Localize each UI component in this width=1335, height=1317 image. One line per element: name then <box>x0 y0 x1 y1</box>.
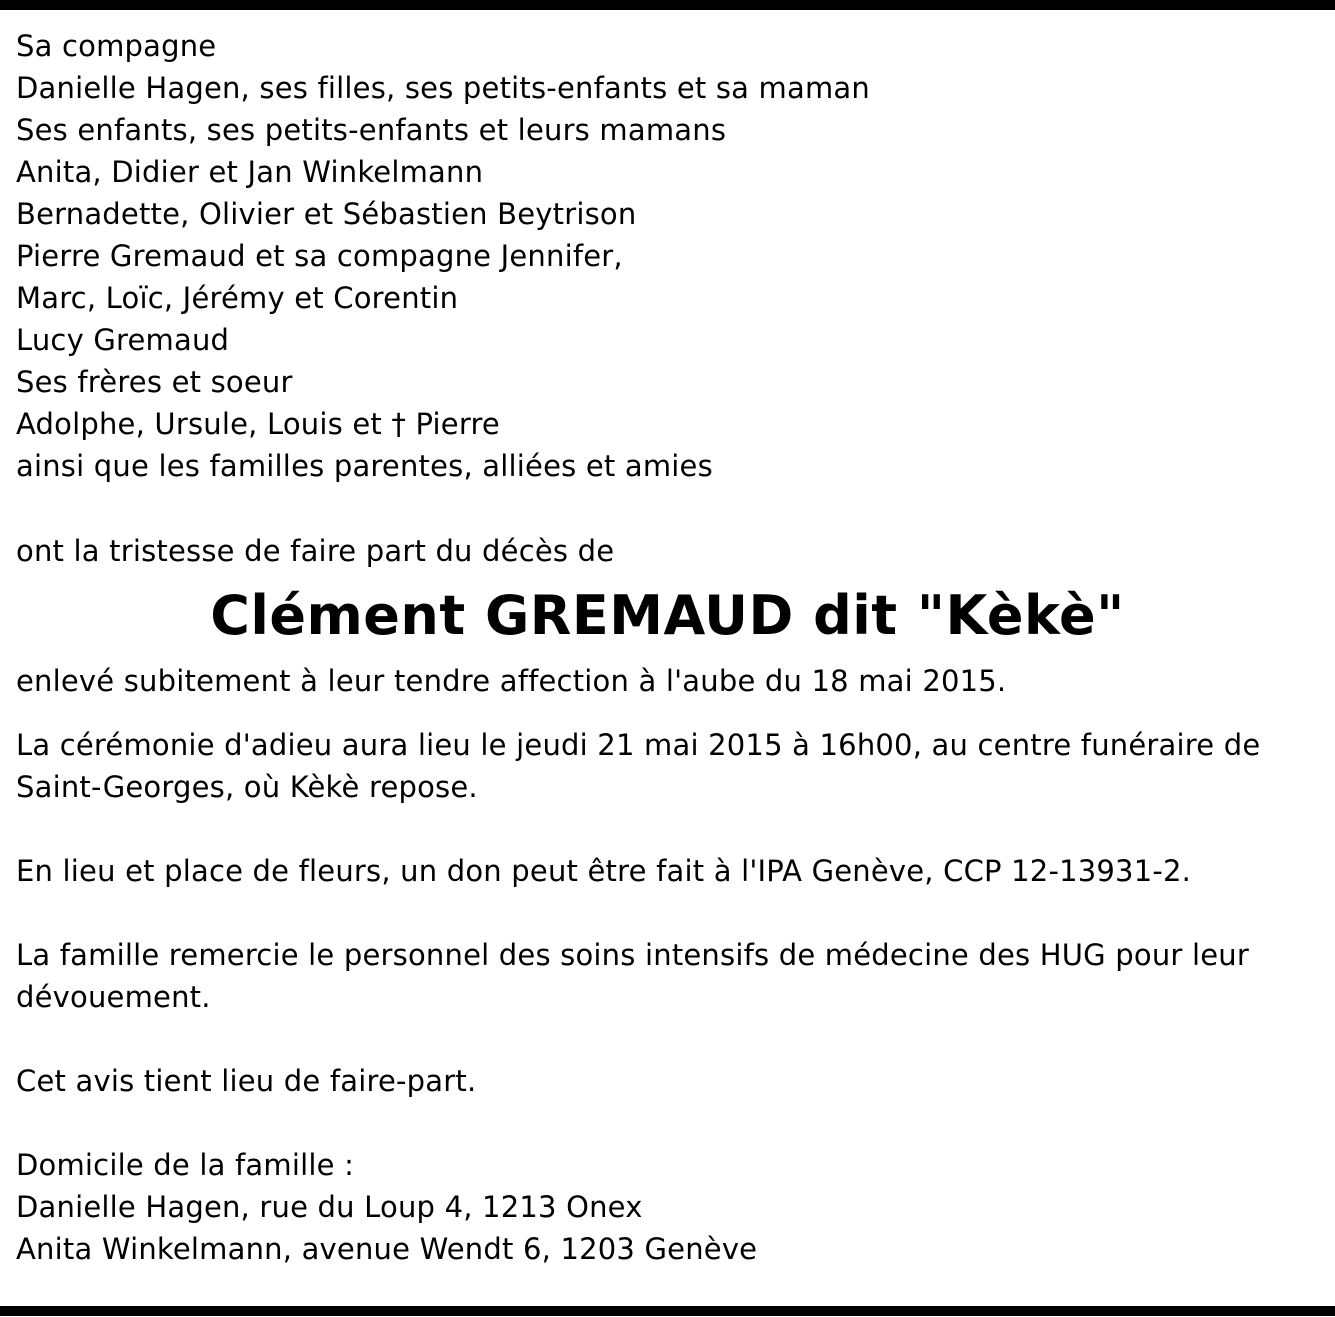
family-line: Marc, Loïc, Jérémy et Corentin <box>16 281 459 315</box>
family-line: Adolphe, Ursule, Louis et † Pierre <box>16 407 500 441</box>
family-line: ainsi que les familles parentes, alliées et amies <box>16 449 713 483</box>
family-list <box>16 25 1321 487</box>
ceremony-text: La cérémonie d'adieu aura lieu le jeudi 21 mai 2015 à 16h00, au centre funéraire de Saint-Georges, où Kèkè repose. <box>16 728 1261 804</box>
family-line: Sa compagne <box>16 29 217 63</box>
passing-text: enlevé subitement à leur tendre affection à l'aube du 18 mai 2015. <box>16 664 1007 698</box>
bottom-border-rule <box>0 1306 1335 1316</box>
flowers-donation-text: En lieu et place de fleurs, un don peut être fait à l'IPA Genève, CCP 12-13931-2. <box>16 854 1192 888</box>
obituary-notice <box>16 25 1321 1270</box>
family-line: Bernadette, Olivier et Sébastien Beytrison <box>16 197 637 231</box>
family-line: Ses frères et soeur <box>16 365 293 399</box>
family-line: Danielle Hagen, ses filles, ses petits-enfants et sa maman <box>16 71 870 105</box>
domicile-heading: Domicile de la famille : <box>16 1148 355 1182</box>
top-border-rule <box>0 0 1335 10</box>
family-line: Ses enfants, ses petits-enfants et leurs mamans <box>16 113 727 147</box>
deceased-name: Clément GREMAUD dit "Kèkè" <box>210 584 1125 647</box>
intro-text: ont la tristesse de faire part du décès de <box>16 534 615 568</box>
family-line: Anita, Didier et Jan Winkelmann <box>16 155 484 189</box>
thanks-text: La famille remercie le personnel des soins intensifs de médecine des HUG pour leur dévouement. <box>16 938 1249 1014</box>
domicile-address: Anita Winkelmann, avenue Wendt 6, 1203 Genève <box>16 1232 758 1266</box>
family-line: Lucy Gremaud <box>16 323 230 357</box>
family-line: Pierre Gremaud et sa compagne Jennifer, <box>16 239 623 273</box>
domicile-address: Danielle Hagen, rue du Loup 4, 1213 Onex <box>16 1190 643 1224</box>
domicile-block <box>16 1144 1321 1270</box>
notice-text: Cet avis tient lieu de faire-part. <box>16 1064 477 1098</box>
